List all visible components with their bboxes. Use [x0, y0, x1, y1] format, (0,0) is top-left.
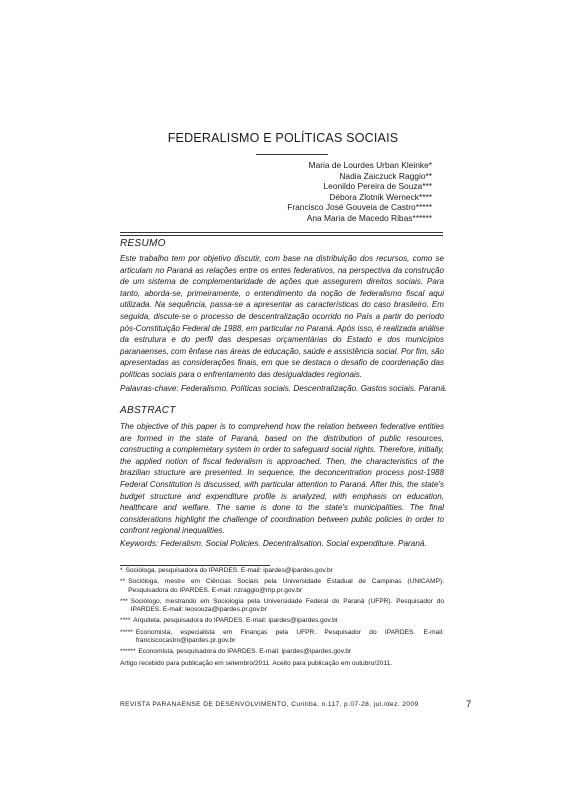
footnotes: [120, 567, 444, 668]
footnote-mark: ******: [120, 648, 136, 656]
footnote: [120, 617, 444, 625]
resumo-heading: RESUMO: [120, 238, 166, 249]
journal-citation: REVISTA PARANAENSE DE DESENVOLVIMENTO, Curitiba, n.117, p.07-28, jul./dez. 2009: [120, 701, 419, 708]
resumo-body: Este trabalho tem por objetivo discutir, com base na distribuição dos recursos, como se articulam no Paraná as relações entre os entes federativos, na perspectiva da construção de um sistema de complementaridade de ações que assegurem direitos sociais. Para tanto, aborda-se, primeiramente, o entendimento da noção de federalismo fiscal aqui utilizada. Na sequência, passa-se a apresentar as características do caso brasileiro. Em seguida, discute-se o processo de descentralização ocorrido no País a partir do período pós-Constituição Federal de 1988, em particular no Paraná. Após isso, é realizada análise da estrutura e do perfil das despesas orçamentárias do Estado e dos municípios paranaenses, com ênfase nas áreas de educação, saúde e assistência social. Por fim, são apresentadas as considerações finais, em que se destaca o desafio de coordenação das políticas sociais para o enfrentamento das desigualdades regionais.: [120, 254, 444, 379]
footnote-mark: ****: [120, 617, 131, 625]
footnote: [120, 648, 444, 656]
footnote-mark: ***: [120, 597, 128, 605]
abstract-keywords: Keywords: Federalism. Social Policies. Decentralisation. Social expenditure. Paraná.: [120, 539, 427, 548]
footnote: [120, 567, 444, 575]
footnote-text: Economista, pesquisadora do IPARDES. E-mail: ipardes@ipardes.gov.br: [138, 648, 352, 656]
footnote: [120, 578, 444, 595]
author-name: Ana Maria de Macedo Ribas******: [306, 212, 432, 223]
footnote-text: Economista, especialista em Finanças pela UFPR. Pesquisador do IPARDES. E-mail: franciscocastro@ipardes.pr.gov.br: [135, 628, 444, 645]
footnote-mark: **: [120, 578, 126, 586]
page-number: 7: [466, 699, 472, 710]
footnote-text: Socióloga, mestre em Ciências Sociais pela Universidade Estadual de Campinas (UNICAMP). Pesquisadora do IPARDES. E-mail: nzraggio@mp.pr.gov.br: [128, 578, 444, 594]
author-name: Maria de Lourdes Urban Kleinke*: [308, 160, 432, 170]
author-name: Francisco José Gouveia de Castro*****: [287, 202, 432, 213]
abstract-heading: ABSTRACT: [120, 405, 176, 416]
header-divider: [120, 232, 443, 233]
footnote: [120, 598, 444, 615]
footnote-divider: [120, 565, 270, 566]
header-divider: [120, 235, 443, 236]
author-name: Leonildo Pereira de Souza***: [323, 181, 432, 192]
footnote-text: Socióloga, pesquisadora do IPARDES. E-mail: ipardes@ipardes.gov.br: [125, 567, 333, 574]
author-list: [150, 160, 432, 224]
article-title: FEDERALISMO E POLÍTICAS SOCIAIS: [167, 131, 399, 145]
footnote: [120, 629, 444, 646]
received-note: Artigo recebido para publicação em setembro/2011. Aceito para publicação em outubro/2011.: [120, 659, 393, 667]
author-name: Débora Zlotnik Werneck****: [329, 191, 432, 202]
abstract-body: The objective of this paper is to comprehend how the relation between federative entities are formed in the state of Paraná, based on the distribution of public resources, constructing a complemetary system in order to safeguard social rights. Therefore, initially, the applied notion of fiscal federalism is approached. Then, the characteristics of the brazilian structure are presented. In sequence, the deconcentration process post-1988 Federal Constitution is discussed, with particular attention to Paraná. After this, the state's budget structure and expenditure profile is analyzed, with emphasis on education, healthcare and welfare. The same is done to the state's municipalities. The final considerations highlight the challenge of coordination between public policies in order to confront regional inequalities.: [120, 422, 444, 536]
footnote-mark: *****: [120, 628, 133, 636]
footnote-text: Arquiteta, pesquisadora do IPARDES. E-mail: ipardes@ipardes.gov.br: [133, 617, 338, 625]
footnote-mark: *: [120, 567, 123, 574]
title-underline: [256, 154, 328, 155]
footnote-text: Sociólogo, mestrando em Sociologia pela Universidade Federal do Paraná (UFPR). Pesquisador do IPARDES. E-mail: leosouza@ipardes.pr.gov.br: [130, 597, 444, 614]
resumo-keywords: Palavras-chave: Federalismo. Políticas sociais. Descentralização. Gastos sociais. Paraná.: [120, 384, 448, 393]
author-name: Nadia Zaiczuck Raggio**: [339, 170, 432, 181]
